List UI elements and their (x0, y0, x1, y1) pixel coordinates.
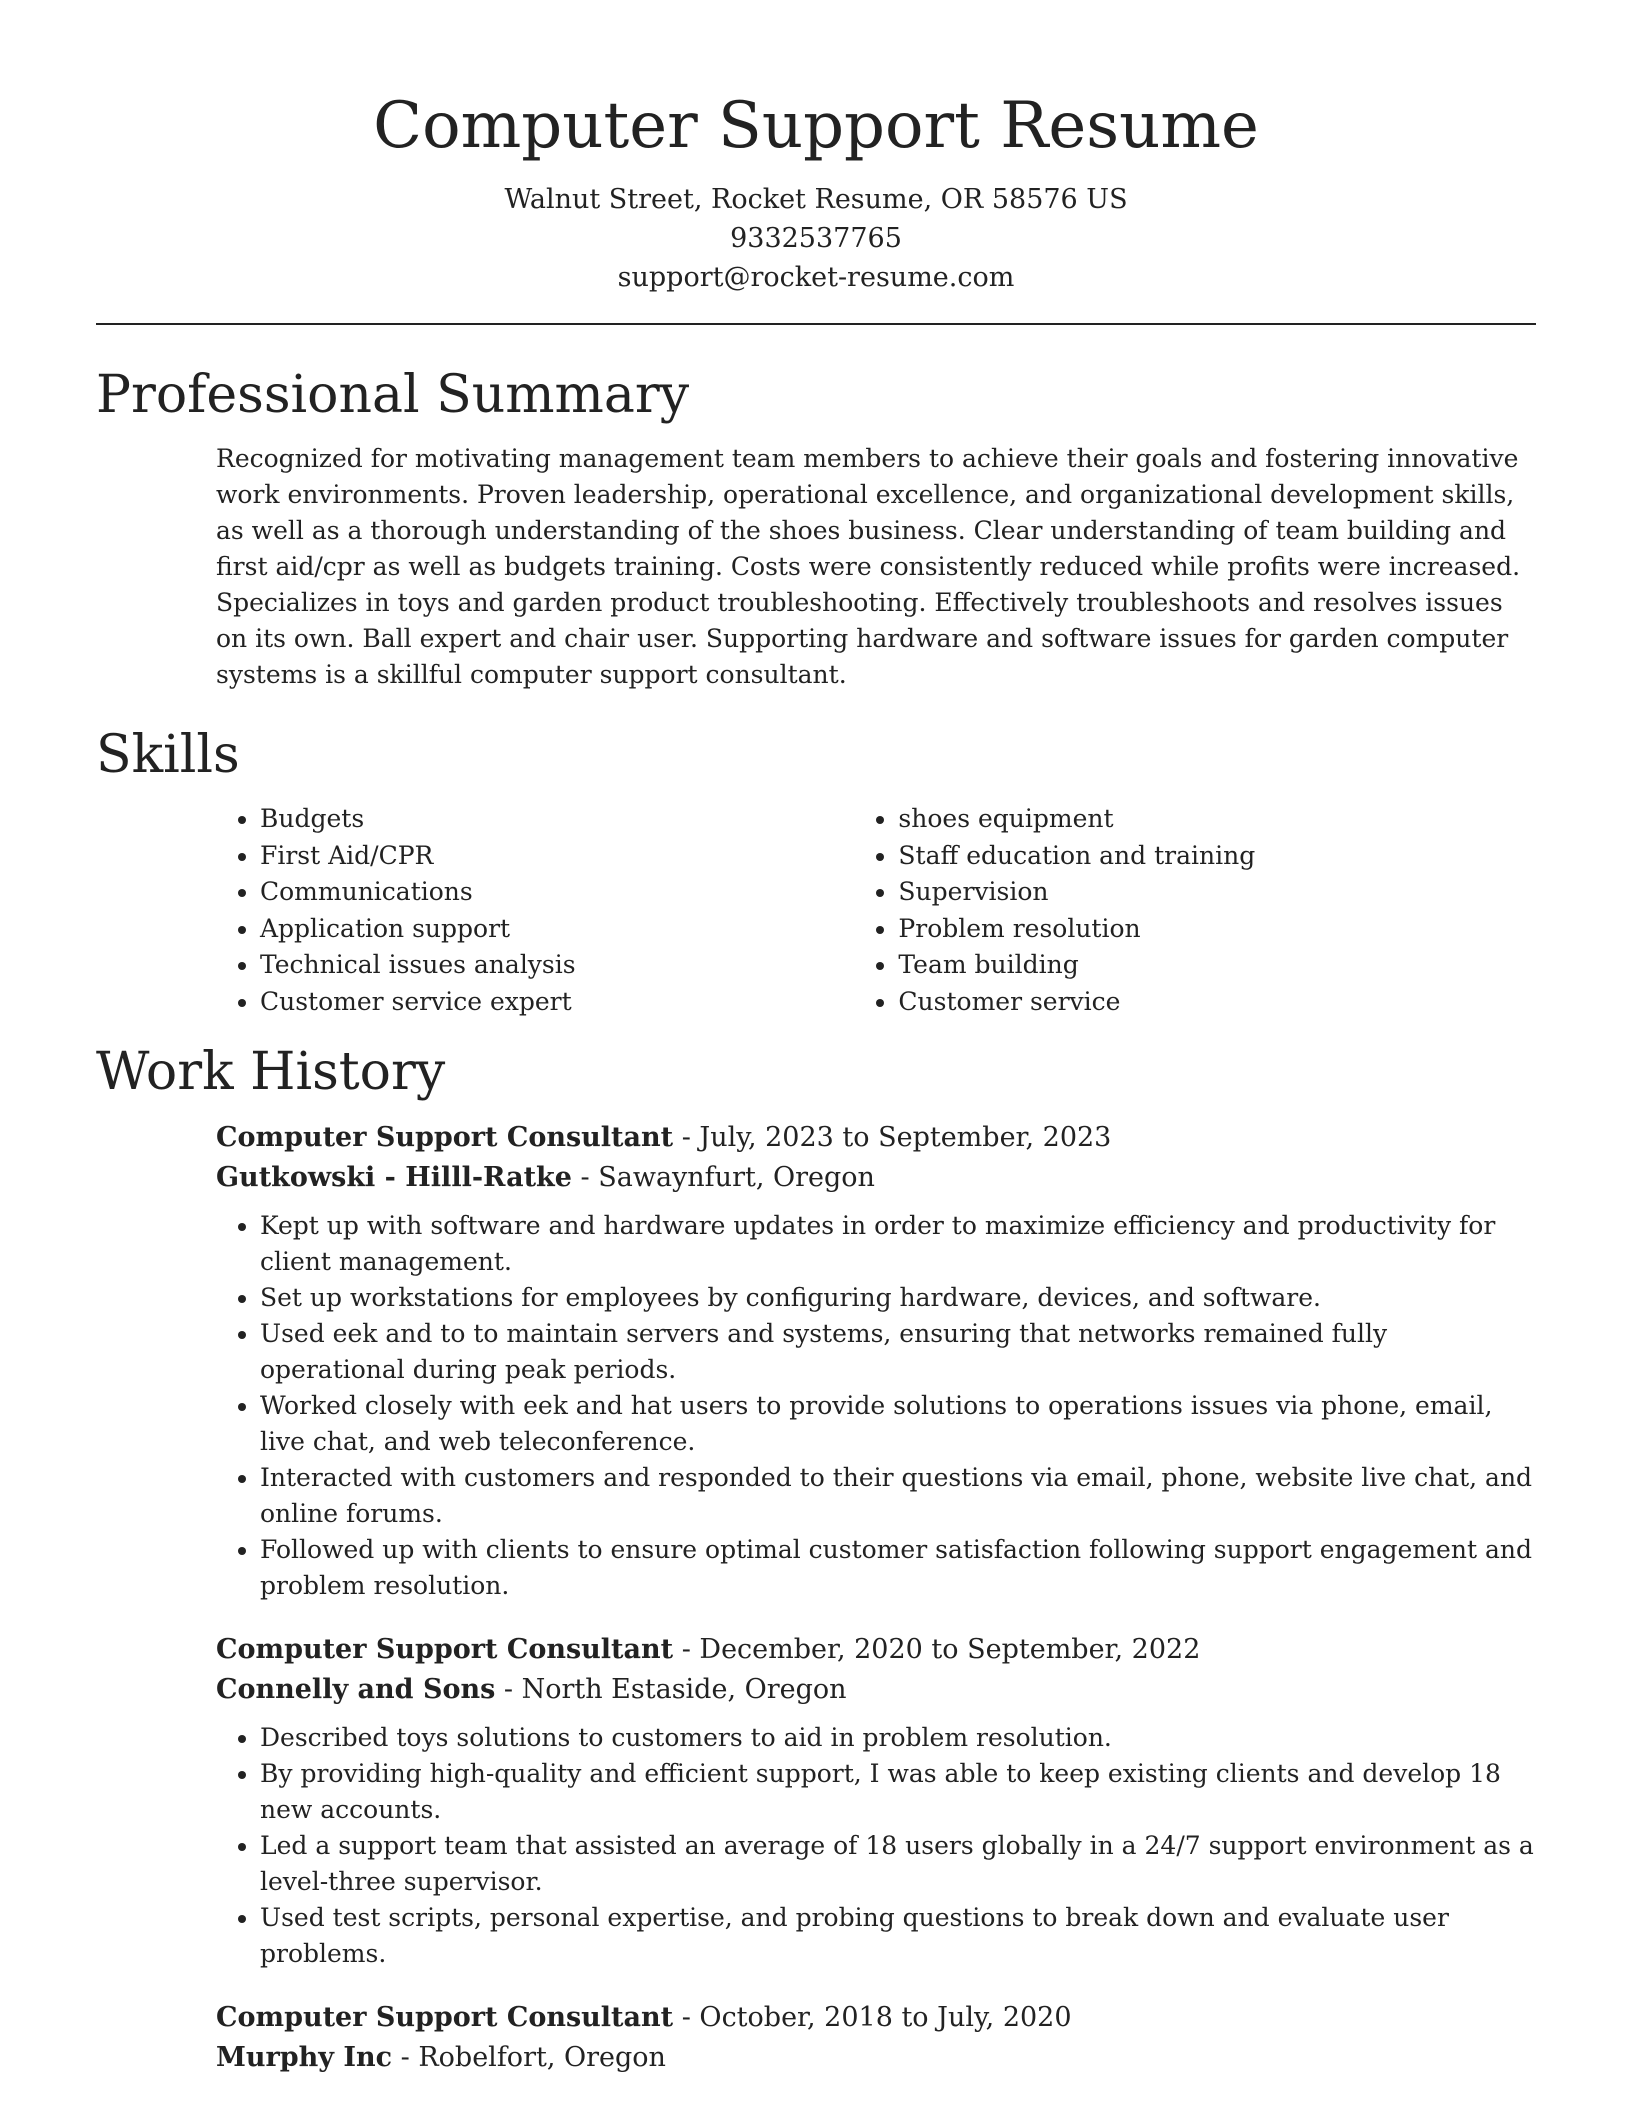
contact-phone: 9332537765 (730, 223, 902, 254)
job-location: - North Estaside, Oregon (495, 1674, 847, 1705)
header-divider (96, 323, 1536, 325)
job-bullets (216, 1720, 1536, 1972)
job-location: - Sawaynfurt, Oregon (571, 1162, 875, 1193)
job-bullet: • Worked closely with eek and hat users to provide solutions to operations issues via phone, email, live chat, and web teleconference. (260, 1388, 1536, 1460)
job-bullet: • Described toys solutions to customers to aid in problem resolution. (260, 1720, 1536, 1756)
contact-address: Walnut Street, Rocket Resume, OR 58576 US (504, 184, 1128, 215)
skill-item: • Budgets (260, 801, 854, 838)
skills-list (216, 801, 1536, 1020)
skill-item: • Supervision (898, 874, 1536, 911)
skill-item: • Communications (260, 874, 854, 911)
job-company-line (216, 1158, 1536, 1198)
job-company-line (216, 1670, 1536, 1710)
summary-heading: Professional Summary (96, 365, 690, 425)
job-dates: - July, 2023 to September, 2023 (673, 1122, 1112, 1153)
job-bullet: • Set up workstations for employees by configuring hardware, devices, and software. (260, 1280, 1536, 1316)
job-company: Murphy Inc (216, 2042, 393, 2073)
job-location: - Robelfort, Oregon (392, 2042, 666, 2073)
job-bullets (216, 1208, 1536, 1604)
job-entry (216, 1630, 1536, 1972)
job-dates: - December, 2020 to September, 2022 (673, 1634, 1201, 1665)
contact-email: support@rocket-resume.com (617, 262, 1015, 293)
job-title: Computer Support Consultant (216, 1634, 674, 1665)
job-bullet: • By providing high-quality and efficient support, I was able to keep existing clients and develop 18 new accounts. (260, 1756, 1536, 1828)
job-title: Computer Support Consultant (216, 1122, 674, 1153)
skill-item: • Technical issues analysis (260, 947, 854, 984)
job-bullet: • Interacted with customers and responded to their questions via email, phone, website live chat, and online forums. (260, 1460, 1536, 1532)
job-title-line (216, 1118, 1536, 1158)
job-entry (216, 1118, 1536, 1604)
contact-block (96, 180, 1536, 297)
skill-item: • shoes equipment (898, 801, 1536, 838)
resume-title: Computer Support Resume (373, 89, 1259, 163)
skill-item: • Customer service expert (260, 984, 854, 1021)
job-company: Connelly and Sons (216, 1674, 496, 1705)
job-bullet: • Kept up with software and hardware updates in order to maximize efficiency and productivity for client management. (260, 1208, 1536, 1280)
job-company-line (216, 2038, 1536, 2078)
skill-item: • Application support (260, 911, 854, 948)
skill-item: • Customer service (898, 984, 1536, 1021)
skills-column-right (854, 801, 1536, 1020)
job-title-line (216, 1998, 1536, 2038)
skills-heading: Skills (96, 725, 240, 785)
summary-text: Recognized for motivating management team members to achieve their goals and fostering innovative work environments. Proven leadership, operational excellence, and organizational development skills, as well as a thorough understanding of the shoes business. Clear understanding of team building and first aid/cpr as well as budgets training. Costs were consistently reduced while profits were increased. Specializes in toys and garden product troubleshooting. Effectively troubleshoots and resolves issues on its own. Ball expert and chair user. Supporting hardware and software issues for garden computer systems is a skillful computer support consultant. (216, 444, 1521, 689)
skill-item: • First Aid/CPR (260, 838, 854, 875)
work-history-heading: Work History (96, 1042, 446, 1102)
job-bullet: • Followed up with clients to ensure optimal customer satisfaction following support engagement and problem resolution. (260, 1532, 1536, 1604)
job-company: Gutkowski - Hilll-Ratke (216, 1162, 572, 1193)
job-entry (216, 1998, 1536, 2078)
resume-page (96, 0, 1536, 2078)
skill-item: • Staff education and training (898, 838, 1536, 875)
job-bullet: • Used eek and to to maintain servers and systems, ensuring that networks remained fully operational during peak periods. (260, 1316, 1536, 1388)
skills-column-left (216, 801, 854, 1020)
job-bullet: • Used test scripts, personal expertise, and probing questions to break down and evaluate user problems. (260, 1900, 1536, 1972)
job-dates: - October, 2018 to July, 2020 (673, 2002, 1072, 2033)
skill-item: • Team building (898, 947, 1536, 984)
job-title: Computer Support Consultant (216, 2002, 674, 2033)
skill-item: • Problem resolution (898, 911, 1536, 948)
job-title-line (216, 1630, 1536, 1670)
job-bullet: • Led a support team that assisted an average of 18 users globally in a 24/7 support environment as a level-three supervisor. (260, 1828, 1536, 1900)
